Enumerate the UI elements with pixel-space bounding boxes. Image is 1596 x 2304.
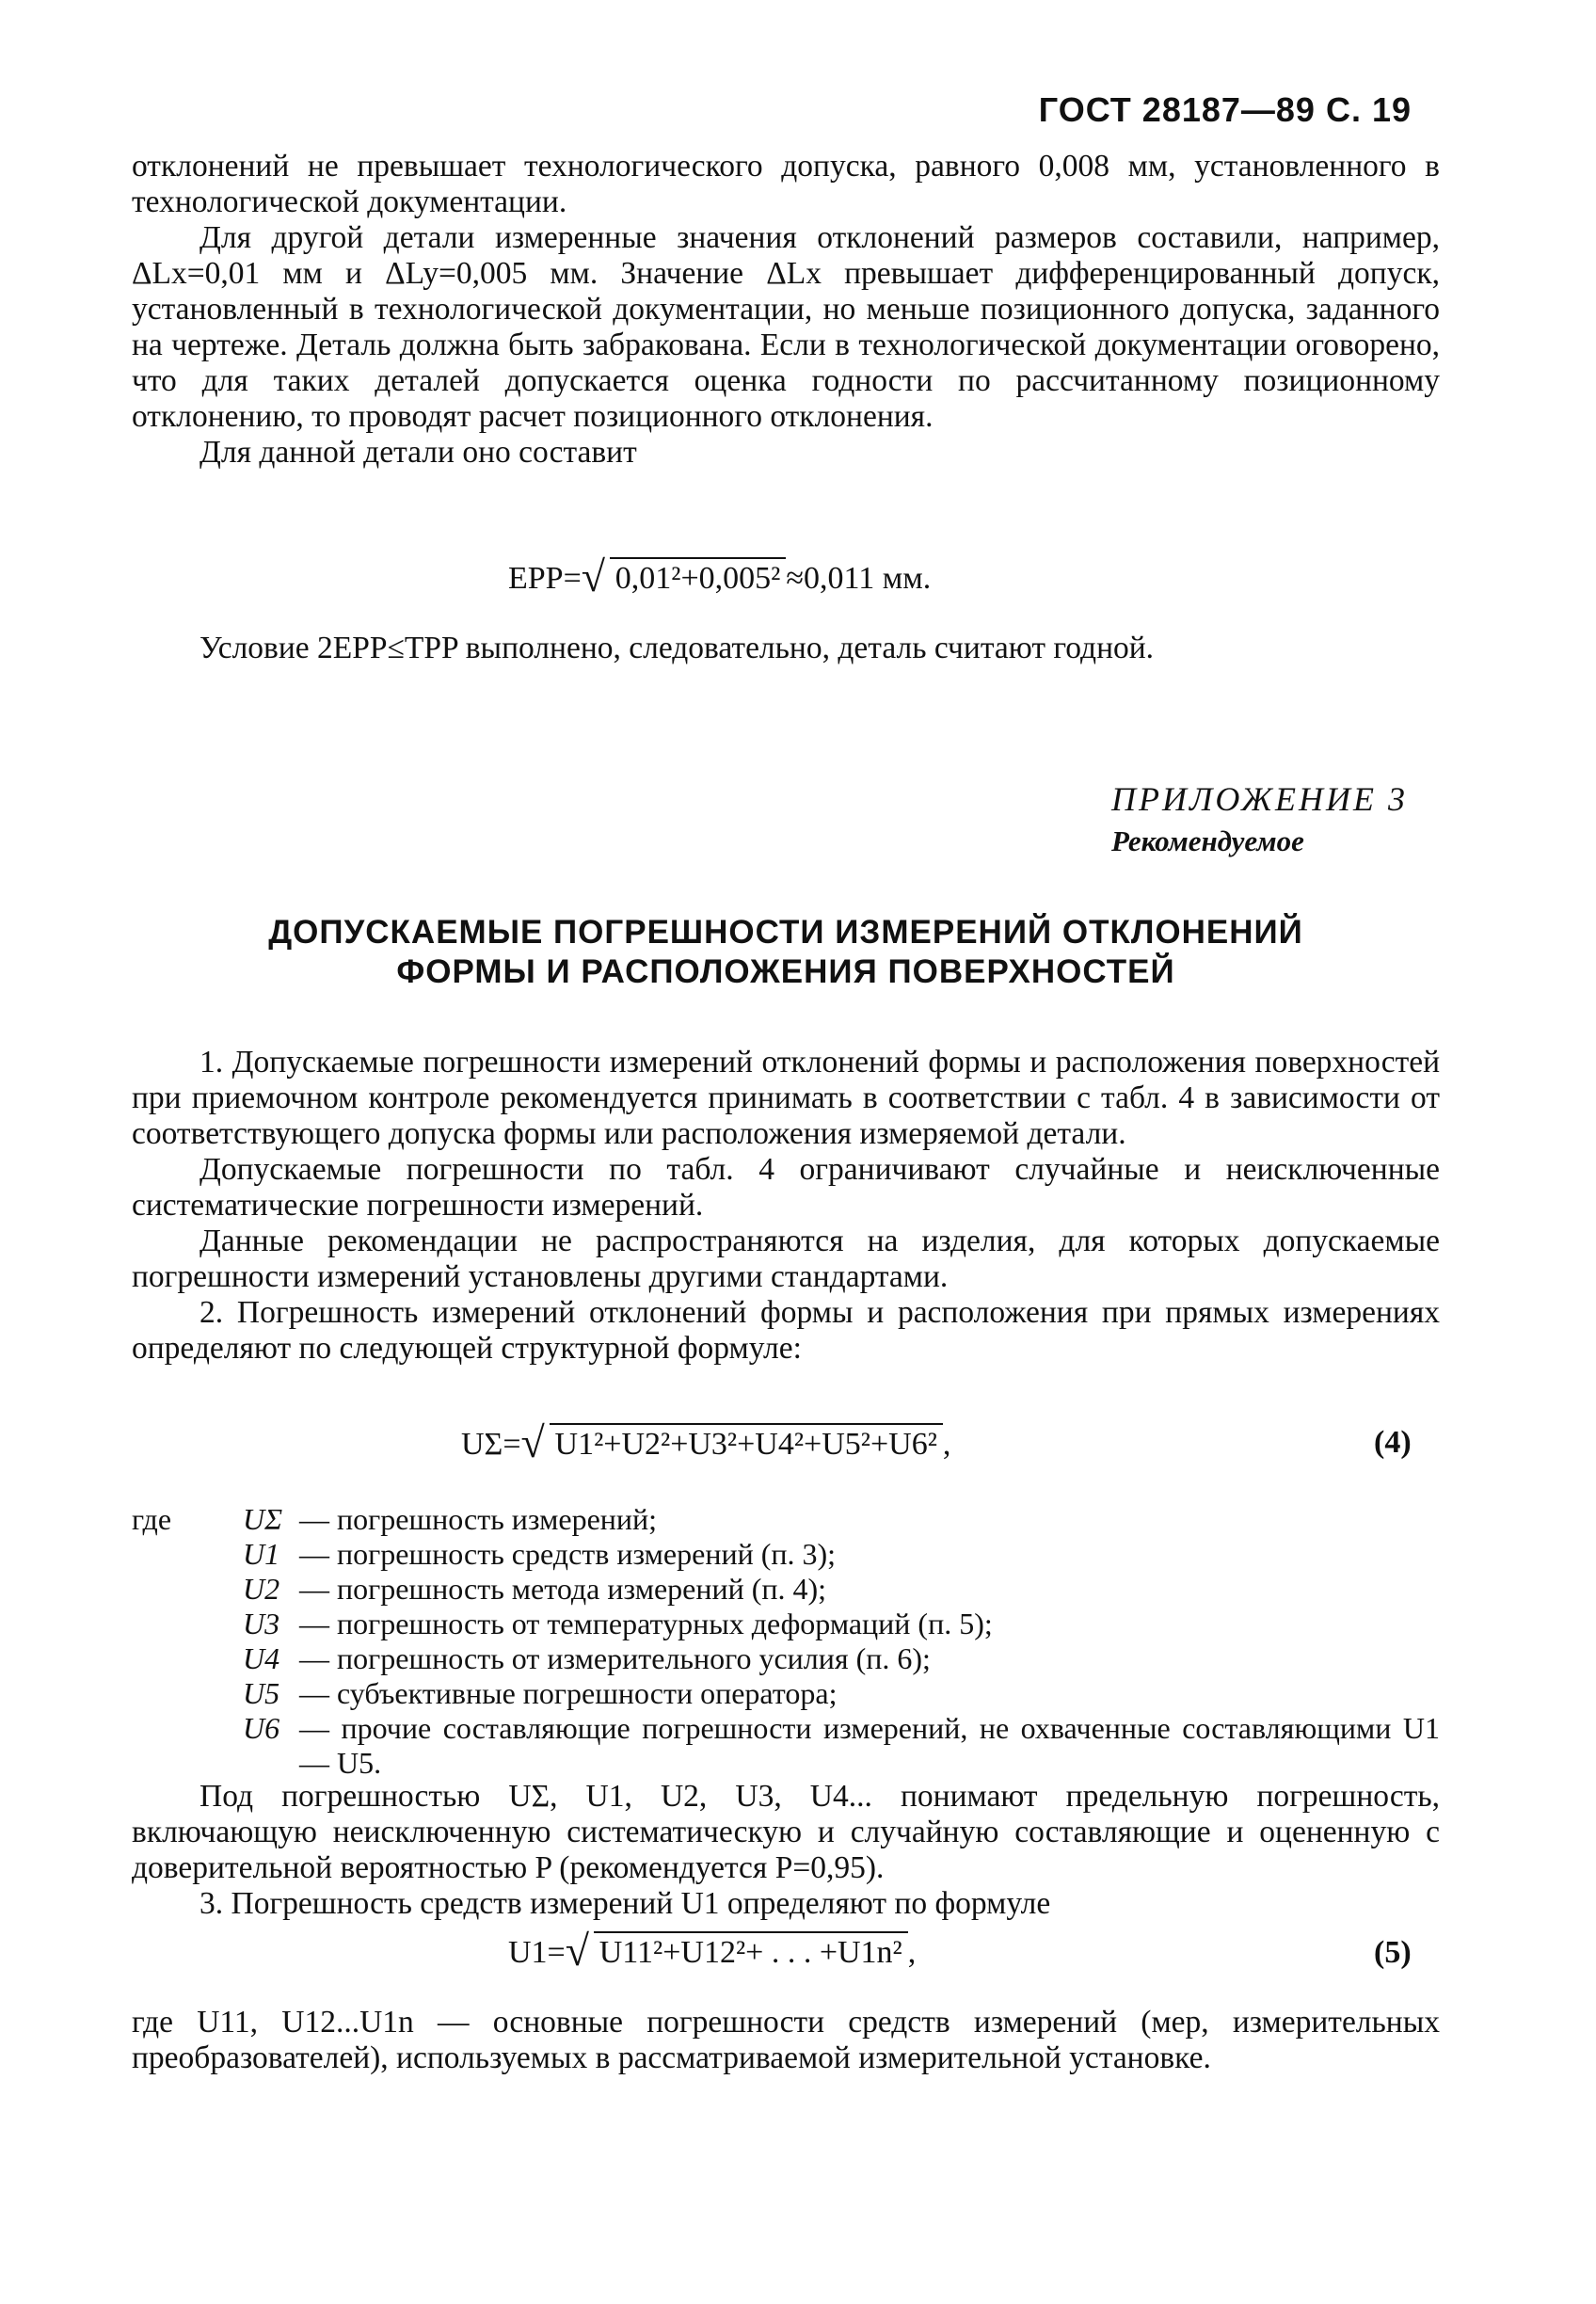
section2-paragraph-1: 2. Погрешность измерений отклонений формы и расположения при прямых измерениях определяют по следующей структурной формуле: — [132, 1295, 1440, 1366]
definition-symbol: U2 — [243, 1572, 280, 1606]
formula-4 — [461, 1418, 951, 1466]
formula-5 — [508, 1927, 917, 1975]
appendix-number: ПРИЛОЖЕНИЕ 3 — [1111, 780, 1408, 818]
formula-4-lhs: UΣ= — [461, 1427, 521, 1462]
section2-tail-block — [132, 1779, 1440, 1922]
formula-epp-lhs: EPP= — [508, 561, 582, 596]
definition-row — [132, 1676, 1440, 1711]
intro-paragraph-1: отклонений не превышает технологического допуска, равного 0,008 мм, установленного в технологической документации. — [132, 149, 1440, 219]
section3-paragraph-1: 3. Погрешность средств измерений U1 определяют по формуле — [200, 1886, 1051, 1921]
page-header: ГОСТ 28187—89 С. 19 — [1038, 90, 1412, 129]
formula-4-tail: , — [942, 1427, 951, 1462]
sqrt-sign-icon: √ U11²+U12²+ . . . +U1n² — [566, 1931, 908, 1971]
definition-symbol: U4 — [243, 1641, 280, 1675]
formula-epp-radicand: 0,01²+0,005² — [610, 557, 787, 597]
intro-paragraph-3: Для данной детали оно составит — [200, 435, 637, 470]
equation-number-4: (4) — [1374, 1425, 1412, 1460]
section1-paragraph-3: Данные рекомендации не распространяются на изделия, для которых допускаемые погрешности измерений установлены другими стандартами. — [132, 1224, 1440, 1294]
definition-row — [132, 1607, 1440, 1641]
formula-epp — [508, 552, 932, 600]
condition-block — [132, 631, 1440, 666]
definition-row — [132, 1537, 1440, 1572]
formula-4-radicand: U1²+U2²+U3²+U4²+U5²+U6² — [550, 1423, 943, 1463]
section3-paragraph-2: где U11, U12...U1n — основные погрешности средств измерений (мер, измерительных преобразователей), используемых в рассматриваемой измерительной установке. — [132, 2005, 1440, 2075]
formula-epp-rhs: ≈0,011 мм. — [786, 561, 932, 596]
appendix-label — [1111, 779, 1408, 858]
where-label: где — [132, 1502, 172, 1536]
formula-5-radicand: U11²+U12²+ . . . +U1n² — [594, 1931, 908, 1971]
definition-symbol: U3 — [243, 1607, 280, 1640]
definition-text: — погрешность от измерительного усилия (п. 6); — [299, 1641, 931, 1675]
formula-5-lhs: U1= — [508, 1935, 566, 1970]
intro-block — [132, 149, 1440, 471]
definition-text: — погрешность от температурных деформаций (п. 5); — [299, 1607, 993, 1640]
section-title-line-2: ФОРМЫ И РАСПОЛОЖЕНИЯ ПОВЕРХНОСТЕЙ — [396, 953, 1175, 990]
definition-row — [132, 1641, 1440, 1676]
definition-row — [132, 1711, 1440, 1781]
definition-list — [132, 1502, 1440, 1781]
section3-tail-block — [132, 2005, 1440, 2076]
definition-symbol: U1 — [243, 1537, 280, 1571]
equation-number-5: (5) — [1374, 1935, 1412, 1970]
sqrt-sign-icon: √ U1²+U2²+U3²+U4²+U5²+U6² — [521, 1423, 943, 1463]
section2-paragraph-2: Под погрешностью UΣ, U1, U2, U3, U4... понимают предельную погрешность, включающую неисключенную систематическую и случайную составляющие и оцененную с доверительной вероятностью P (рекомендуется P=0,95). — [132, 1779, 1440, 1885]
condition-paragraph: Условие 2EPP≤TPP выполнено, следовательно, деталь считают годной. — [200, 631, 1155, 665]
definition-text: — погрешность измерений; — [299, 1502, 658, 1536]
definition-text: — субъективные погрешности оператора; — [299, 1676, 838, 1710]
appendix-status: Рекомендуемое — [1111, 824, 1304, 857]
definition-text: — прочие составляющие погрешности измерений, не охваченные составляющими U1 — U5. — [299, 1711, 1440, 1780]
section1-paragraph-1: 1. Допускаемые погрешности измерений отклонений формы и расположения поверхностей при приемочном контроле рекомендуется принимать в соответствии с табл. 4 в зависимости от соответствующего допуска формы или расположения измеряемой детали. — [132, 1045, 1440, 1151]
definition-symbol: UΣ — [243, 1502, 283, 1536]
section1-block — [132, 1045, 1440, 1367]
definition-row — [132, 1502, 1440, 1537]
definition-row — [132, 1572, 1440, 1607]
intro-paragraph-2: Для другой детали измеренные значения отклонений размеров составили, например, ΔLx=0,01 мм и ΔLy=0,005 мм. Значение ΔLx превышает дифференцированный допуск, установленный в технологической документации, но меньше позиционного допуска, заданного на чертеже. Деталь должна быть забракована. Если в технологической документации оговорено, что для таких деталей допускается оценка годности по рассчитанному позиционному отклонению, то проводят расчет позиционного отклонения. — [132, 220, 1440, 434]
section1-paragraph-2: Допускаемые погрешности по табл. 4 ограничивают случайные и неисключенные систематические погрешности измерений. — [132, 1152, 1440, 1223]
formula-5-tail: , — [907, 1935, 917, 1970]
section-title — [132, 913, 1440, 992]
definition-symbol: U6 — [243, 1711, 280, 1745]
sqrt-sign-icon: √ 0,01²+0,005² — [582, 557, 787, 597]
definition-text: — погрешность метода измерений (п. 4); — [299, 1572, 827, 1606]
definition-symbol: U5 — [243, 1676, 280, 1710]
definition-text: — погрешность средств измерений (п. 3); — [299, 1537, 837, 1571]
section-title-line-1: ДОПУСКАЕМЫЕ ПОГРЕШНОСТИ ИЗМЕРЕНИЙ ОТКЛОНЕНИЙ — [268, 914, 1303, 951]
